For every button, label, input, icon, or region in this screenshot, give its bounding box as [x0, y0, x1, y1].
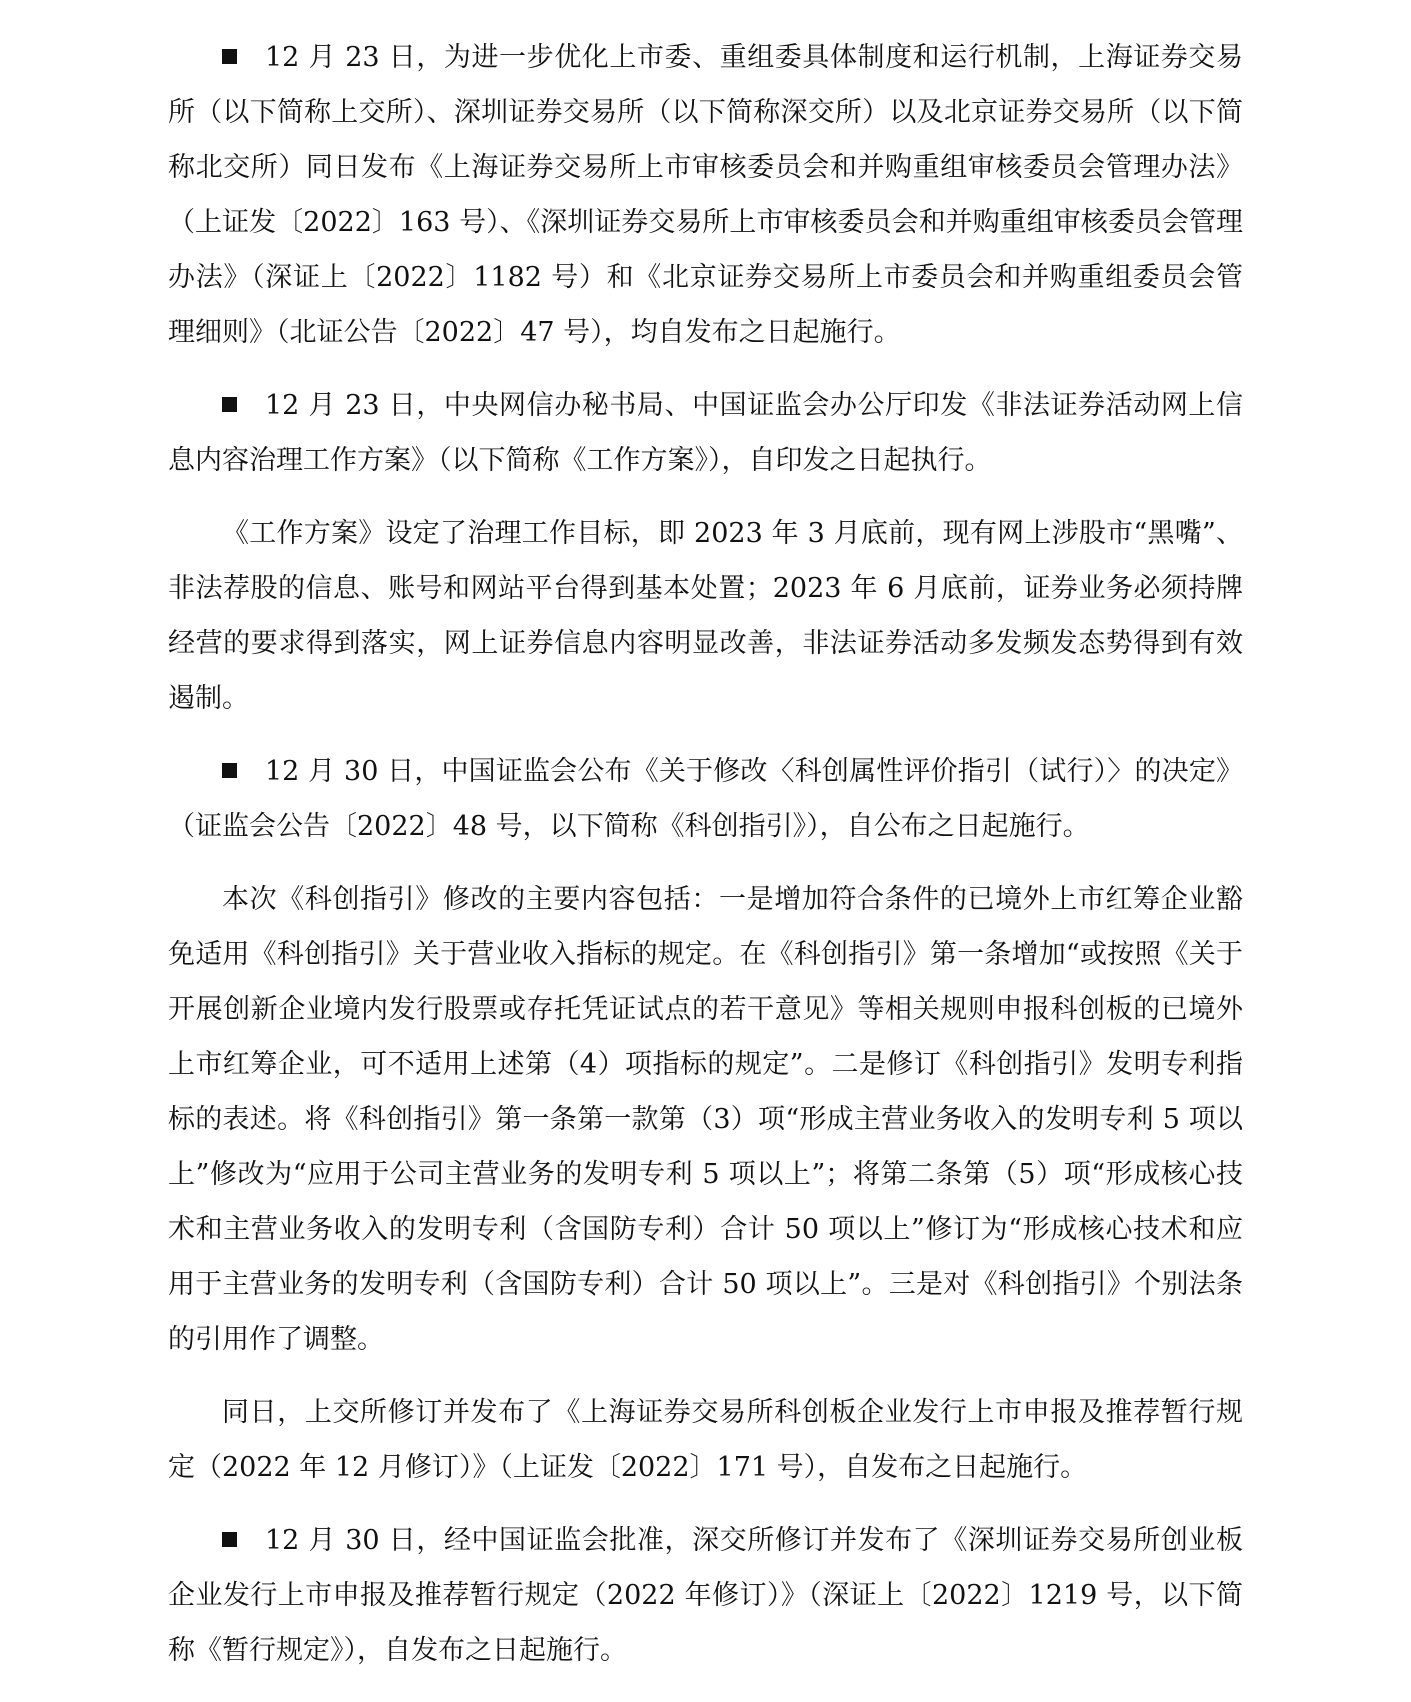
document-page — [168, 30, 1243, 1696]
paragraph-6 — [168, 1385, 1243, 1495]
paragraph-4-text: 12 月 30 日，中国证监会公布《关于修改〈科创属性评价指引（试行）〉的决定》（证监会公告〔2022〕48 号，以下简称《科创指引》），自公布之日起施行。 — [168, 756, 1243, 842]
paragraph-3 — [168, 506, 1243, 726]
black-square-bullet-icon — [222, 1532, 237, 1547]
black-square-bullet-icon — [222, 763, 237, 778]
paragraph-7-text: 12 月 30 日，经中国证监会批准，深交所修订并发布了《深圳证券交易所创业板企业发行上市申报及推荐暂行规定（2022 年修订）》（深证上〔2022〕1219 号，以下简称《暂行规定》），自发布之日起施行。 — [168, 1525, 1243, 1666]
black-square-bullet-icon — [222, 49, 237, 64]
paragraph-5-text: 本次《科创指引》修改的主要内容包括：一是增加符合条件的已境外上市红筹企业豁免适用《科创指引》关于营业收入指标的规定。在《科创指引》第一条增加“或按照《关于开展创新企业境内发行股票或存托凭证试点的若干意见》等相关规则申报科创板的已境外上市红筹企业，可不适用上述第（4）项指标的规定”。二是修订《科创指引》发明专利指标的表述。将《科创指引》第一条第一款第（3）项“形成主营业务收入的发明专利 5 项以上”修改为“应用于公司主营业务的发明专利 5 项以上”；将第二条第（5）项“形成核心技术和主营业务收入的发明专利（含国防专利）合计 50 项以上”修订为“形成核心技术和应用于主营业务的发明专利（含国防专利）合计 50 项以上”。三是对《科创指引》个别法条的引用作了调整。 — [168, 884, 1243, 1355]
paragraph-5 — [168, 872, 1243, 1367]
paragraph-2 — [168, 378, 1243, 488]
paragraph-1 — [168, 30, 1243, 360]
paragraph-3-text: 《工作方案》设定了治理工作目标，即 2023 年 3 月底前，现有网上涉股市“黑嘴”、非法荐股的信息、账号和网站平台得到基本处置；2023 年 6 月底前，证券业务必须持牌经营的要求得到落实，网上证券信息内容明显改善，非法证券活动多发频发态势得到有效遏制。 — [168, 518, 1243, 714]
black-square-bullet-icon — [222, 397, 237, 412]
paragraph-1-text: 12 月 23 日，为进一步优化上市委、重组委具体制度和运行机制，上海证券交易所（以下简称上交所）、深圳证券交易所（以下简称深交所）以及北京证券交易所（以下简称北交所）同日发布《上海证券交易所上市审核委员会和并购重组审核委员会管理办法》（上证发〔2022〕163 号）、《深圳证券交易所上市审核委员会和并购重组审核委员会管理办法》（深证上〔2022〕1182 号）和《北京证券交易所上市委员会和并购重组委员会管理细则》（北证公告〔2022〕47 号），均自发布之日起施行。 — [168, 42, 1243, 348]
paragraph-7 — [168, 1513, 1243, 1678]
paragraph-4 — [168, 744, 1243, 854]
paragraph-6-text: 同日，上交所修订并发布了《上海证券交易所科创板企业发行上市申报及推荐暂行规定（2022 年 12 月修订）》（上证发〔2022〕171 号），自发布之日起施行。 — [168, 1397, 1243, 1483]
paragraph-2-text: 12 月 23 日，中央网信办秘书局、中国证监会办公厅印发《非法证券活动网上信息内容治理工作方案》（以下简称《工作方案》），自印发之日起执行。 — [168, 390, 1243, 476]
